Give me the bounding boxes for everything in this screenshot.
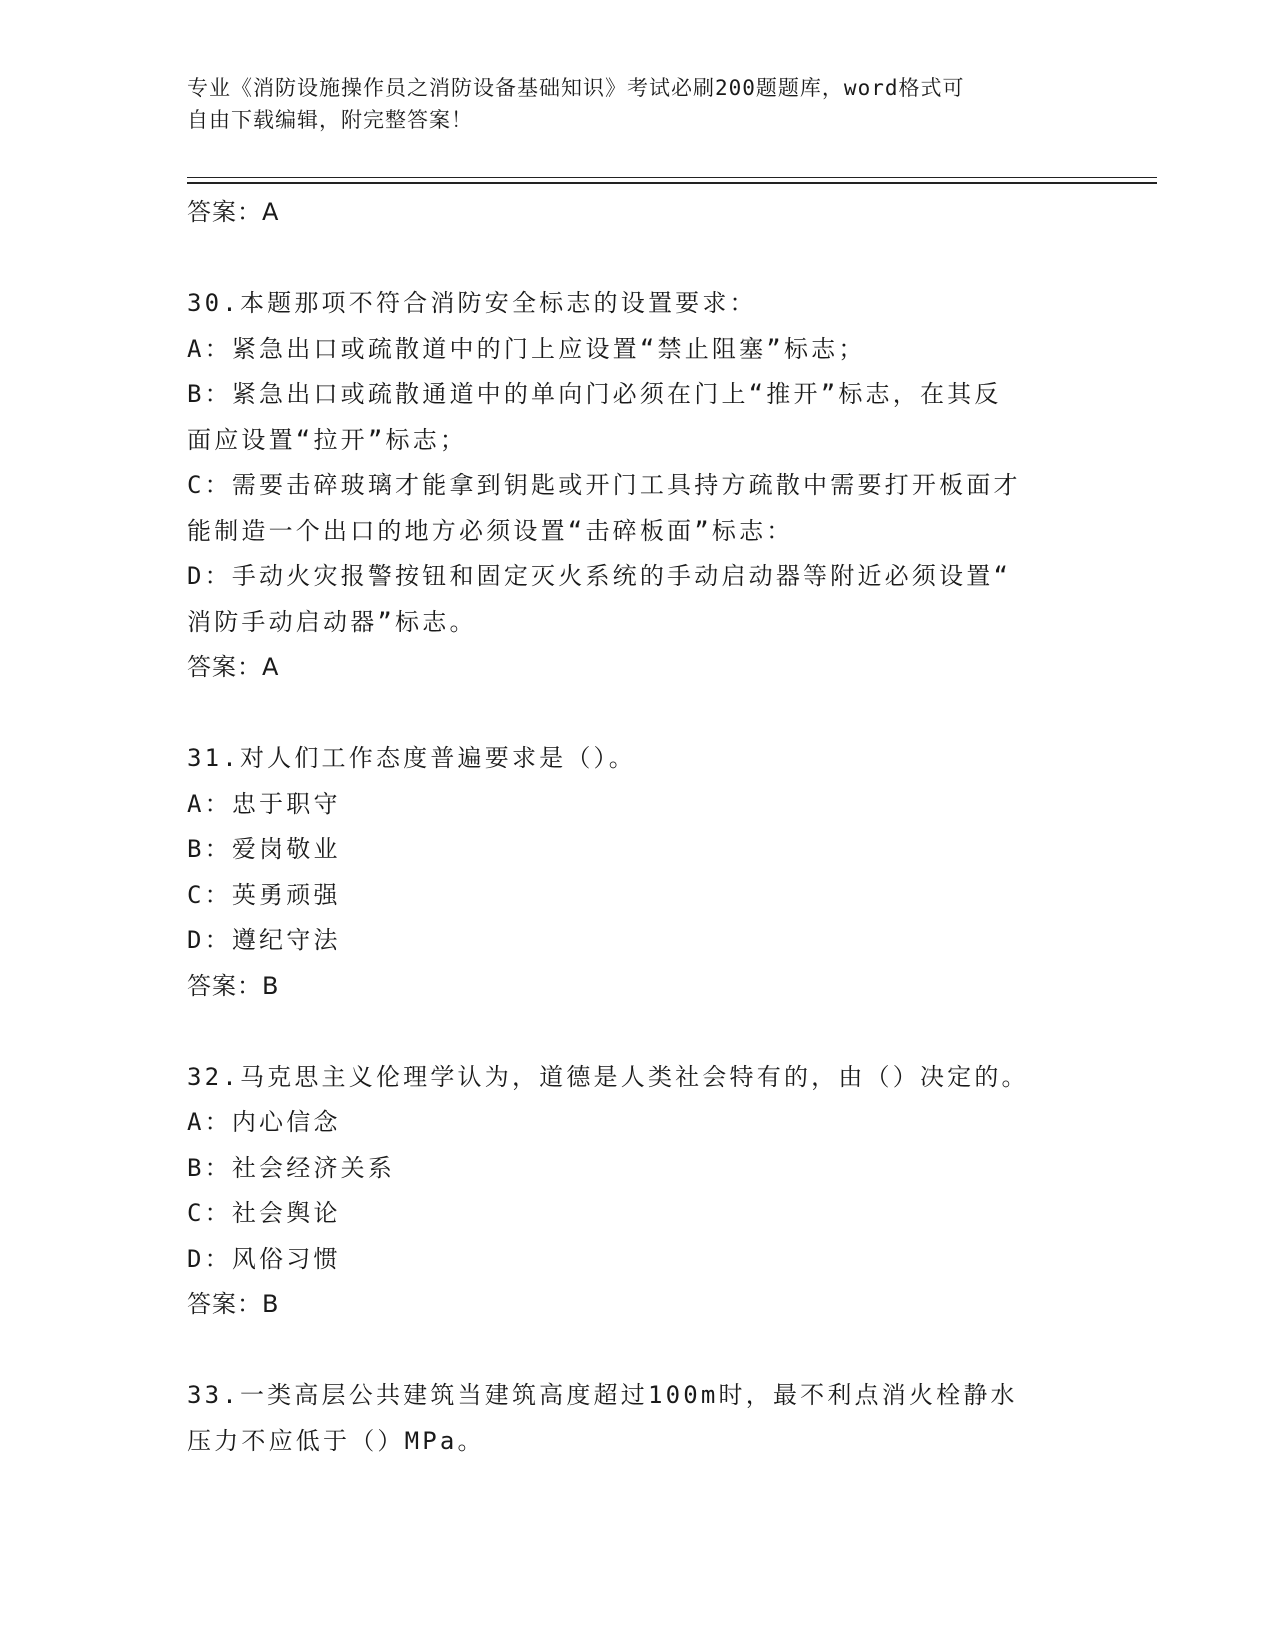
option-b-continued: 面应设置“拉开”标志；	[187, 425, 468, 454]
option-a: A：内心信念	[187, 1108, 341, 1136]
answer-line: 答案：B	[187, 1290, 280, 1318]
option-d-continued: 消防手动启动器”标志。	[187, 607, 477, 636]
header-rule-thick	[187, 182, 1157, 184]
option-c: C：英勇顽强	[187, 880, 341, 909]
option-a: A：紧急出口或疏散道中的门上应设置“禁止阻塞”标志；	[187, 334, 866, 363]
question-block	[187, 281, 1087, 691]
question-stem: 30.本题那项不符合消防安全标志的设置要求：	[187, 289, 757, 317]
question-stem: 31.对人们工作态度普遍要求是（）。	[187, 744, 636, 772]
option-b: B：紧急出口或疏散通道中的单向门必须在门上“推开”标志，在其反	[187, 380, 1002, 408]
spacer	[187, 236, 1087, 282]
document-body	[187, 190, 1087, 1464]
option-d: D：手动火灾报警按钮和固定灭火系统的手动启动器等附近必须设置“	[187, 562, 1012, 590]
question-stem: 32.马克思主义伦理学认为，道德是人类社会特有的，由（）决定的。	[187, 1062, 1029, 1091]
option-c-continued: 能制造一个出口的地方必须设置“击碎板面”标志：	[187, 516, 794, 545]
spacer	[187, 691, 1087, 737]
question-block	[187, 1055, 1087, 1328]
header-line-2: 自由下载编辑，附完整答案！	[187, 108, 473, 132]
spacer	[187, 1328, 1087, 1374]
option-a: A：忠于职守	[187, 789, 341, 818]
option-d: D：风俗习惯	[187, 1244, 341, 1273]
question-stem-continued: 压力不应低于（）MPa。	[187, 1426, 485, 1455]
option-b: B：社会经济关系	[187, 1153, 396, 1182]
answer-line: 答案：A	[187, 653, 280, 681]
header-line-1: 专业《消防设施操作员之消防设备基础知识》考试必刷200题题库，word格式可	[187, 76, 965, 100]
question-block	[187, 1373, 1087, 1464]
answer-line: 答案：A	[187, 198, 280, 226]
option-d: D：遵纪守法	[187, 926, 341, 954]
option-c: C：社会舆论	[187, 1199, 341, 1227]
header-rule-thin	[187, 177, 1157, 178]
question-stem: 33.一类高层公共建筑当建筑高度超过100m时，最不利点消火栓静水	[187, 1381, 1018, 1409]
spacer	[187, 1009, 1087, 1055]
question-block	[187, 736, 1087, 1009]
option-c: C：需要击碎玻璃才能拿到钥匙或开门工具持方疏散中需要打开板面才	[187, 471, 1021, 499]
option-b: B：爱岗敬业	[187, 835, 341, 863]
page-header	[187, 72, 1077, 136]
answer-line: 答案：B	[187, 971, 280, 1000]
